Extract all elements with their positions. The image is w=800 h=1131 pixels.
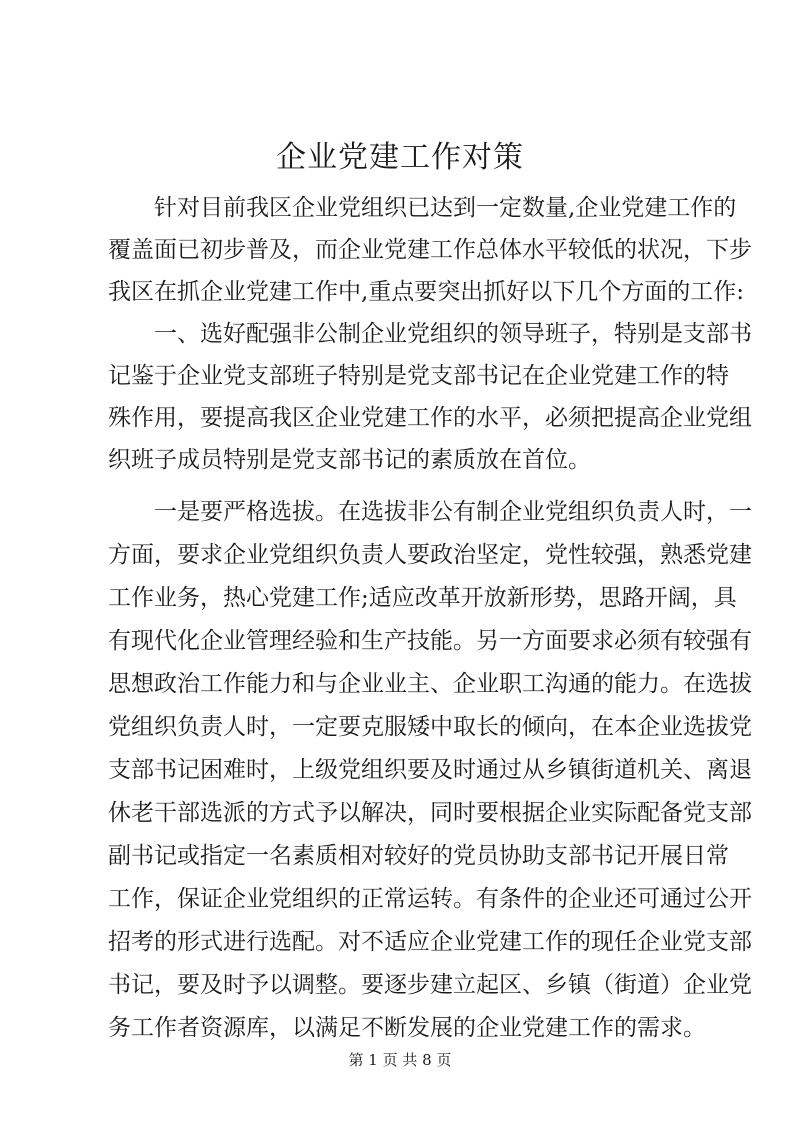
paragraph-line: 覆盖面已初步普及，而企业党建工作总体水平较低的状况，下步 — [108, 237, 752, 263]
paragraph-line: 思想政治工作能力和与企业业主、企业职工沟通的能力。在选拔 — [108, 671, 752, 697]
page-number-footer: 第 1 页 共 8 页 — [348, 1051, 452, 1069]
paragraph-line: 工作，保证企业党组织的正常运转。有条件的企业还可通过公开 — [108, 886, 752, 912]
paragraph-line: 针对目前我区企业党组织已达到一定数量,企业党建工作的 — [154, 195, 737, 221]
paragraph-line: 一、选好配强非公制企业党组织的领导班子，特别是支部书 — [154, 321, 752, 347]
paragraph-line: 书记，要及时予以调整。要逐步建立起区、乡镇（街道）企业党 — [108, 972, 752, 998]
paragraph-line: 一是要严格选拔。在选拔非公有制企业党组织负责人时，一 — [154, 499, 752, 525]
paragraph-line: 招考的形式进行选配。对不适应企业党建工作的现任企业党支部 — [108, 929, 752, 955]
document-title: 企业党建工作对策 — [276, 140, 524, 175]
paragraph-line: 党组织负责人时，一定要克服矮中取长的倾向，在本企业选拔党 — [108, 714, 752, 740]
paragraph-line: 有现代化企业管理经验和生产技能。另一方面要求必须有较强有 — [108, 628, 752, 654]
paragraph-line: 殊作用，要提高我区企业党建工作的水平，必须把提高企业党组 — [108, 405, 752, 431]
paragraph-line: 务工作者资源库，以满足不断发展的企业党建工作的需求。 — [108, 1015, 706, 1041]
paragraph-line: 工作业务，热心党建工作;适应改革开放新形势，思路开阔，具 — [108, 585, 737, 611]
paragraph-line: 副书记或指定一名素质相对较好的党员协助支部书记开展日常 — [108, 843, 729, 869]
paragraph-line: 记鉴于企业党支部班子特别是党支部书记在企业党建工作的特 — [108, 363, 729, 389]
paragraph-line: 方面，要求企业党组织负责人要政治坚定，党性较强，熟悉党建 — [108, 542, 752, 568]
paragraph-line: 休老干部选派的方式予以解决，同时要根据企业实际配备党支部 — [108, 800, 752, 826]
paragraph-line: 我区在抓企业党建工作中,重点要突出抓好以下几个方面的工作: — [108, 279, 745, 305]
paragraph-line: 支部书记困难时，上级党组织要及时通过从乡镇街道机关、离退 — [108, 757, 752, 783]
paragraph-line: 织班子成员特别是党支部书记的素质放在首位。 — [108, 447, 591, 473]
